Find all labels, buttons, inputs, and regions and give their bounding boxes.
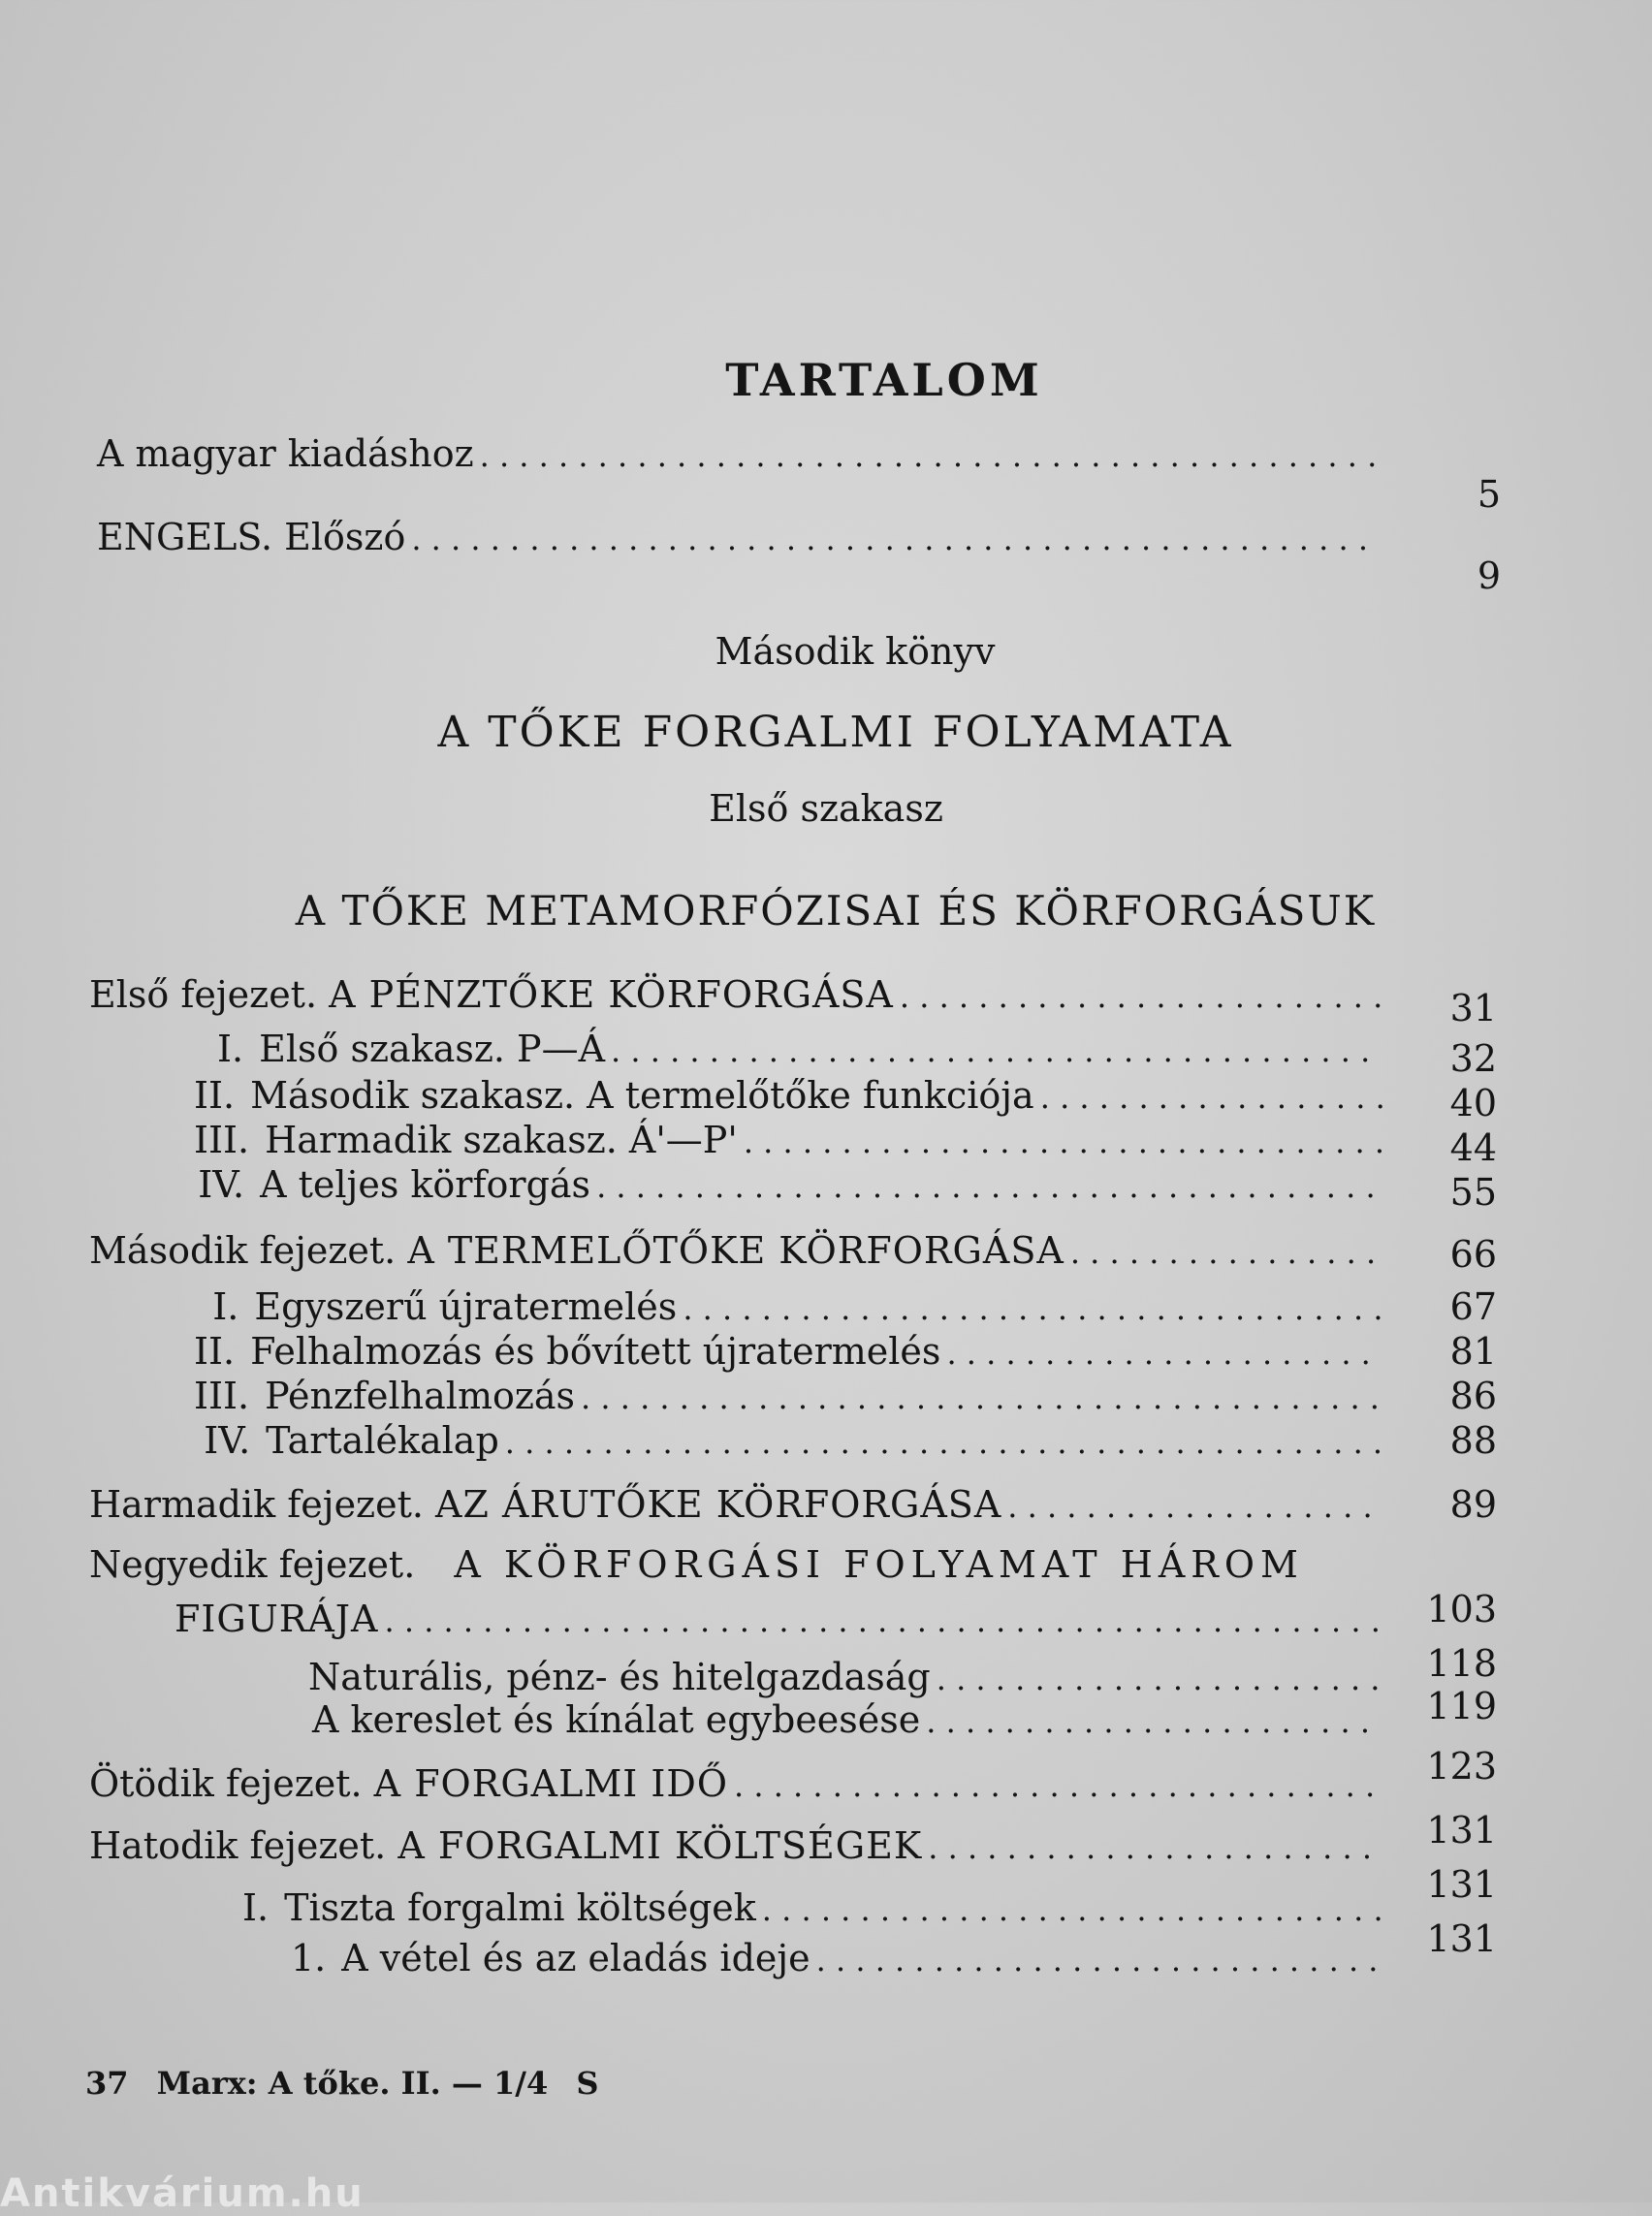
toc-subentry: A kereslet és kínálat egybeesése . . . [312, 1698, 1388, 1743]
toc-subentry: Naturális, pénz- és hitelgazdaság . . . [308, 1656, 1388, 1700]
entry-page: 118 [1426, 1642, 1497, 1685]
toc-subentry: IV. Tartalékalap . . . [194, 1419, 1388, 1464]
entry-page: 55 [1449, 1171, 1497, 1214]
toc-subentry: III. Pénzfelhalmozás . . . [194, 1375, 1388, 1419]
entry-page: 131 [1426, 1863, 1497, 1906]
entry-page: 123 [1426, 1745, 1497, 1788]
entry-page: 86 [1449, 1375, 1497, 1417]
toc-subentry: IV. A teljes körforgás . . . [194, 1163, 1388, 1208]
chapter-title: AZ ÁRUTŐKE KÖRFORGÁSA [435, 1483, 1002, 1526]
toc-chapter-6 [89, 1824, 1388, 1869]
toc-chapter-4 [89, 1543, 1388, 1586]
toc-subentry: 1. A vétel és az eladás ideje . . . [291, 1937, 1388, 1981]
entry-page: 131 [1426, 1809, 1497, 1852]
toc-entry-preface-hu [97, 432, 1386, 477]
chapter-title: A KÖRFORGÁSI FOLYAMAT HÁROM [454, 1543, 1304, 1586]
toc-subentry: I. Első szakasz. P—Á . . . [194, 1028, 1388, 1072]
entry-page: 44 [1449, 1126, 1497, 1169]
entry-page: 9 [1477, 554, 1501, 597]
sheet-number: 37 [85, 2065, 129, 2102]
entry-page: 66 [1449, 1233, 1497, 1276]
section-title: A TŐKE METAMORFÓZISAI ÉS KÖRFORGÁSUK [295, 887, 1377, 934]
toc-chapter-5 [89, 1762, 1388, 1807]
toc-subentry: I. Egyszerű újratermelés . . . [194, 1285, 1388, 1330]
toc-subentry: I. Tiszta forgalmi költségek . . . [242, 1886, 1388, 1931]
entry-page: 67 [1449, 1285, 1497, 1328]
toc-chapter-1 [89, 973, 1388, 1018]
signature-text: Marx: A tőke. II. — 1/4 [156, 2065, 549, 2102]
entry-text: ENGELS. Előszó [97, 516, 406, 558]
chapter-title: A TERMELŐTŐKE KÖRFORGÁSA [407, 1229, 1064, 1272]
entry-page: 40 [1449, 1082, 1497, 1124]
chapter-label: Ötödik fejezet. [89, 1762, 363, 1805]
book-title: A TŐKE FORGALMI FOLYAMATA [437, 708, 1234, 757]
chapter-title-cont: FIGURÁJA [175, 1598, 379, 1640]
entry-page: 31 [1449, 987, 1497, 1029]
watermark: Antikvárium.hu [0, 2171, 365, 2216]
entry-page: 5 [1477, 473, 1501, 516]
toc-subentry: III. Harmadik szakasz. Á'—P' . . . [194, 1119, 1388, 1163]
chapter-label: Második fejezet. [89, 1229, 397, 1272]
chapter-label: Hatodik fejezet. [89, 1824, 387, 1867]
toc-title: TARTALOM [725, 354, 1043, 406]
toc-chapter-2 [89, 1229, 1388, 1274]
printer-signature [85, 2065, 616, 2102]
entry-page: 88 [1449, 1419, 1497, 1462]
section-label: Első szakasz [709, 787, 943, 830]
entry-page: 81 [1449, 1330, 1497, 1373]
entry-page: 89 [1449, 1483, 1497, 1526]
chapter-label: Harmadik fejezet. [89, 1483, 424, 1526]
entry-page: 103 [1426, 1588, 1497, 1630]
chapter-title: A FORGALMI IDŐ [373, 1762, 728, 1805]
signature-mark: S [576, 2065, 599, 2102]
toc-chapter-4-cont [175, 1598, 1388, 1642]
entry-page: 131 [1426, 1917, 1497, 1960]
book-label: Második könyv [715, 630, 996, 673]
toc-entry-engels-preface [97, 516, 1386, 560]
entry-text: A magyar kiadáshoz [97, 432, 474, 475]
chapter-title: A FORGALMI KÖLTSÉGEK [397, 1824, 923, 1867]
entry-page: 32 [1449, 1037, 1497, 1080]
chapter-label: Negyedik fejezet. [89, 1543, 416, 1586]
chapter-title: A PÉNZTŐKE KÖRFORGÁSA [329, 973, 894, 1016]
entry-page: 119 [1426, 1685, 1497, 1727]
toc-subentry: II. Második szakasz. A termelőtőke funkciója . . . [194, 1074, 1388, 1119]
chapter-label: Első fejezet. [89, 973, 318, 1016]
toc-chapter-3 [89, 1483, 1388, 1528]
toc-subentry: II. Felhalmozás és bővített újratermelés . . . [194, 1330, 1388, 1375]
